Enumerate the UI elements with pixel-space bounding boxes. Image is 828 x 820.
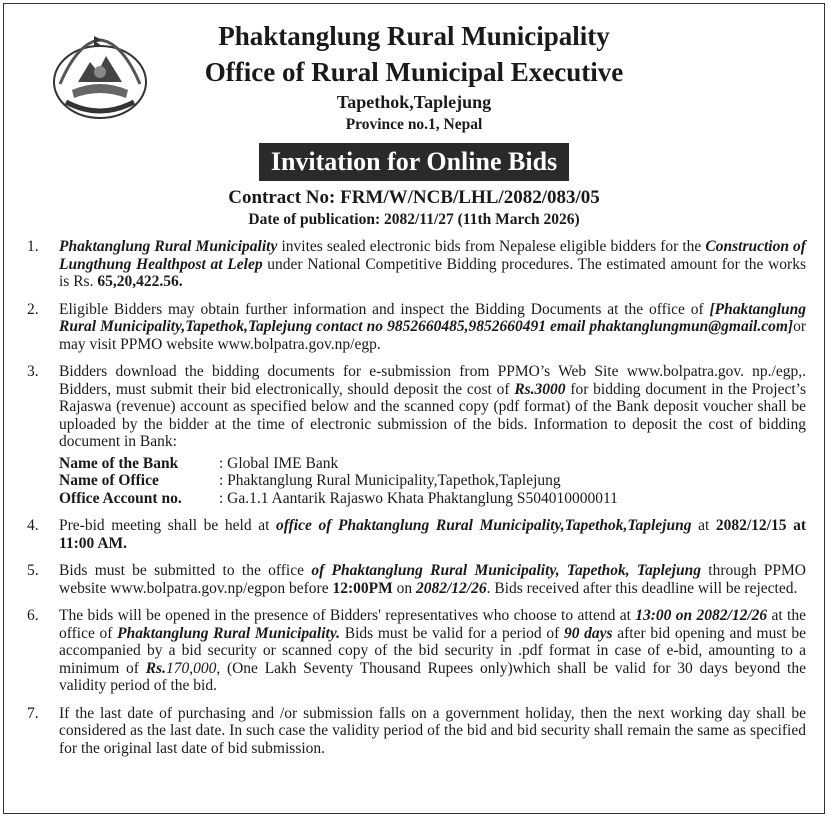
deadline-time: 12:00PM bbox=[332, 579, 393, 597]
item-number: 7. bbox=[27, 704, 39, 722]
opening-datetime: 13:00 on 2082/12/26 bbox=[635, 607, 768, 624]
bank-key: Name of Office bbox=[59, 472, 159, 489]
item-text: at bbox=[691, 517, 716, 534]
item-number: 3. bbox=[27, 363, 39, 380]
item-text: Pre-bid meeting shall be held at bbox=[59, 517, 276, 534]
item-number: 4. bbox=[27, 517, 39, 534]
item-text: of Phaktanglung Rural Municipality, Tapethok, Taplejung bbox=[311, 562, 701, 579]
list-item bbox=[24, 517, 806, 552]
item-number: 6. bbox=[27, 607, 39, 624]
item-text: The bids will be opened in the presence of Bidders' representatives who choose to attend at bbox=[59, 607, 636, 624]
bank-key: Name of the Bank bbox=[59, 454, 179, 472]
item-text: Bidders download the bidding documents for e-submission from PPMO’s Web Site www.bolpatra.gov. np./egp,. Bidders, must submit their bid electronically, should deposit the cost of bbox=[59, 363, 806, 398]
item-text: under National Competitive Bidding procedures. The estimated amount for the works is Rs. bbox=[59, 255, 806, 290]
org-name: Phaktanglung Rural Municipality bbox=[218, 21, 610, 51]
list-item bbox=[24, 238, 806, 291]
bid-security-amount: 170,000 bbox=[165, 659, 217, 677]
document-cost: Rs.3000 bbox=[514, 380, 566, 398]
item-number: 5. bbox=[27, 562, 39, 579]
bid-notice bbox=[3, 3, 825, 814]
bank-row bbox=[59, 455, 806, 473]
item-text: Bids must be valid for a period of bbox=[340, 624, 564, 642]
item-text: Eligible Bidders may obtain further information and inspect the Bidding Documents at the office of bbox=[59, 300, 710, 318]
item-text: Bids must be submitted to the office bbox=[59, 562, 312, 579]
item-text: for bidding document in the Project’s Rajaswa (revenue) account as specified below and the scanned copy (pdf format) of the Bank deposit voucher shall be uploaded by the bidder at the time of electronic submission of the bids. Information to deposit the cost of bidding document in Bank: bbox=[59, 380, 806, 450]
item-text: at the office of bbox=[59, 607, 806, 642]
item-text: Phaktanglung Rural Municipality. bbox=[117, 624, 341, 642]
bank-row bbox=[59, 490, 806, 508]
item-text: on bbox=[392, 579, 416, 597]
item-number: 2. bbox=[27, 300, 39, 318]
bank-value: : Global IME Bank bbox=[219, 454, 339, 472]
contact-info: [Phaktanglung Rural Municipality,Tapethok,Taplejung contact no 9852660485,9852660491 email phaktanglungmun@gmail.com] bbox=[59, 300, 806, 335]
bank-details bbox=[59, 455, 806, 508]
item-text: If the last date of purchasing and /or submission falls on a government holiday, then the next working day shall be considered as the last date. In such case the validity period of the bid and bid security shall remain the same as specified for the original last date of bid submission. bbox=[59, 704, 806, 757]
item-text: or may visit PPMO website www.bolpatra.gov.np/egp. bbox=[59, 318, 806, 353]
list-item bbox=[24, 607, 806, 695]
bank-value: : Ga.1.1 Aantarik Rajaswo Khata Phaktanglung S504010000011 bbox=[219, 489, 618, 507]
notice-title-banner: Invitation for Online Bids bbox=[259, 143, 569, 181]
item-text: office of Phaktanglung Rural Municipality,Tapethok,Taplejung bbox=[276, 517, 692, 534]
estimated-amount: 65,20,422.56. bbox=[97, 273, 183, 290]
item-text: Phaktanglung Rural Municipality bbox=[59, 238, 278, 255]
contract-number: Contract No: FRM/W/NCB/LHL/2082/083/05 bbox=[228, 187, 600, 208]
item-text: . Bids received after this deadline will be rejected. bbox=[486, 579, 798, 597]
item-text: after bid opening and must be accompanied by a bid security or scanned copy of the bid security in .pdf format in case of e-bid, amounting to a minimum of bbox=[59, 624, 806, 677]
item-number: 1. bbox=[27, 238, 39, 255]
notice-items bbox=[24, 238, 806, 767]
list-item bbox=[24, 562, 806, 597]
item-text: through PPMO website www.bolpatra.gov.np/egpon before bbox=[59, 562, 807, 597]
prebid-datetime: 2082/12/15 at 11:00 AM. bbox=[59, 517, 807, 552]
bank-value: : Phaktanglung Rural Municipality,Tapethok,Taplejung bbox=[219, 472, 561, 489]
list-item bbox=[24, 363, 806, 507]
publication-date: Date of publication: 2082/11/27 (11th March 2026) bbox=[248, 211, 580, 228]
item-text: , (One Lakh Seventy Thousand Rupees only)which shall be valid for 30 days beyond the validity period of the bid. bbox=[59, 659, 806, 694]
address: Tapethok,Taplejung bbox=[336, 92, 492, 112]
item-text: Construction of Lungthung Healthpost at Lelep bbox=[59, 238, 806, 273]
office-name: Office of Rural Municipal Executive bbox=[204, 57, 624, 87]
deadline-date: 2082/12/26 bbox=[415, 579, 487, 597]
list-item bbox=[24, 705, 806, 758]
validity-period: 90 days bbox=[563, 624, 613, 642]
list-item bbox=[24, 301, 806, 354]
bank-key: Office Account no. bbox=[59, 489, 182, 507]
item-text: Rs. bbox=[145, 659, 166, 677]
item-text: invites sealed electronic bids from Nepalese eligible bidders for the bbox=[277, 238, 706, 255]
bank-row bbox=[59, 472, 806, 490]
province: Province no.1, Nepal bbox=[345, 116, 483, 133]
